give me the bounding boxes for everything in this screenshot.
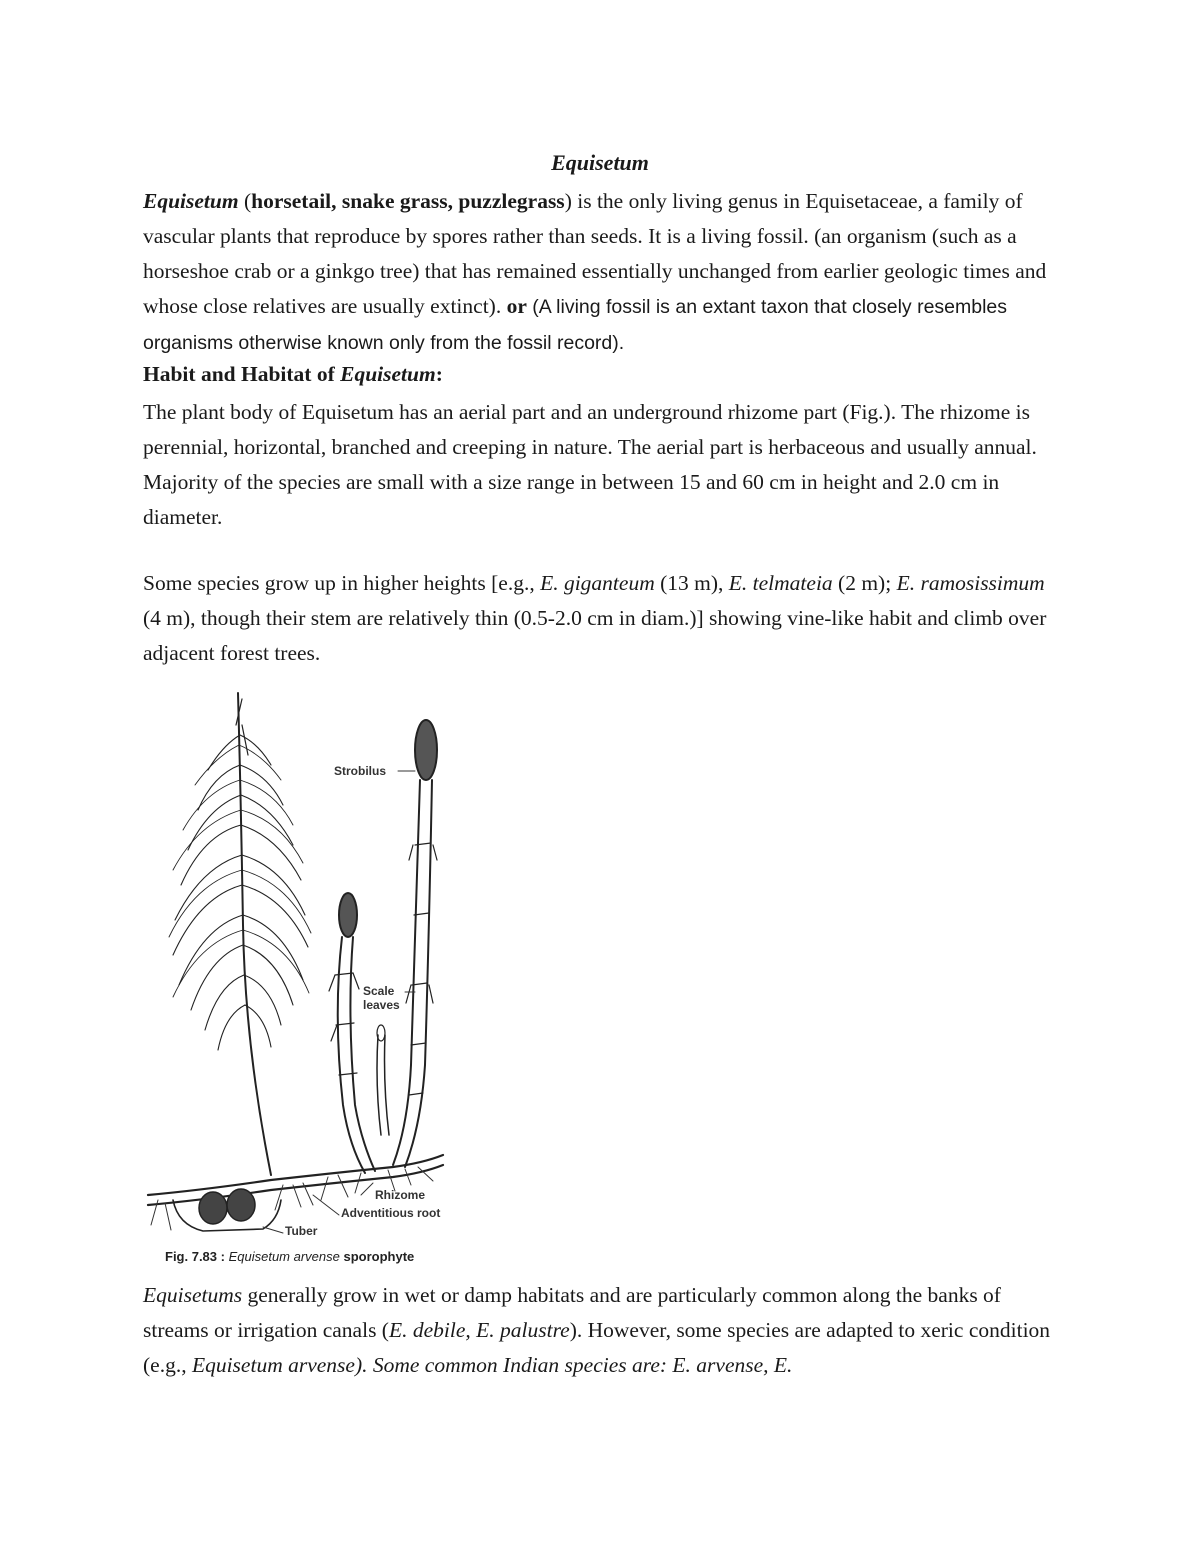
species-text-1: Some species grow up in higher heights [e.g., xyxy=(143,571,541,595)
species-text-4: (4 m), though their stem are relatively thin (0.5-2.0 cm in diam.)] showing vine-like habit and climb over adjacent forest trees. xyxy=(143,606,1047,665)
intro-term: Equisetum xyxy=(143,189,239,213)
habitat-text-1: generally grow in wet or damp habitats and are particularly common along the banks of streams or irrigation canals ( xyxy=(143,1283,1001,1342)
intro-synonyms: horsetail, snake grass, puzzlegrass xyxy=(251,189,565,213)
fertile-shoot-tall xyxy=(393,720,437,1167)
species-name-1: E. giganteum xyxy=(540,571,655,595)
habit-paragraph: The plant body of Equisetum has an aerial part and an underground rhizome part (Fig.). The rhizome is perennial, horizontal, branched and creeping in nature. The aerial part is herbaceous and usually annual. Majority of the species are small with a size range in between 15 and 60 cm in height and 2.0 cm in diameter. xyxy=(143,400,1037,529)
intro-open-paren: ( xyxy=(238,189,252,213)
intro-or: or xyxy=(501,294,527,318)
habitat-text-2: ). However, some species are adapted to xeric condition (e.g., xyxy=(143,1318,1051,1377)
figure-caption xyxy=(165,1249,414,1264)
equisetum-drawing xyxy=(143,685,473,1275)
caption-suffix: sporophyte xyxy=(339,1249,415,1264)
intro-close-paren: ) xyxy=(564,189,572,213)
habitat-species-3: Equisetum arvense). Some common Indian species are: E. arvense, E. xyxy=(191,1353,793,1377)
sterile-shoot xyxy=(169,693,311,1175)
habit-heading-italic: Equisetum xyxy=(340,362,436,386)
intro-text-2: (A living fossil is an extant taxon that closely resembles organisms otherwise known only from the fossil record). xyxy=(143,296,1008,354)
caption-species: Equisetum arvense xyxy=(228,1249,340,1264)
page-title: Equisetum xyxy=(551,150,649,175)
label-scale-leaves-1: Scale xyxy=(363,984,395,998)
label-tuber: Tuber xyxy=(285,1224,318,1238)
label-rhizome: Rhizome xyxy=(375,1188,426,1202)
intro-text-1: is the only living genus in Equisetaceae, a family of vascular plants that reproduce by spores rather than seeds. It is a living fossil. (an organism (such as a horseshoe crab or a ginkgo tree) that has remained essentially unchanged from earlier geologic times and whose close relatives are usually extinct). xyxy=(143,189,1047,318)
habit-heading-colon: : xyxy=(435,362,443,386)
label-strobilus: Strobilus xyxy=(334,764,387,778)
habit-heading xyxy=(143,362,443,387)
species-name-2: E. telmateia xyxy=(728,571,833,595)
species-text-2: (13 m), xyxy=(654,571,729,595)
species-name-3: E. ramosissimum xyxy=(896,571,1045,595)
species-paragraph xyxy=(143,566,1063,671)
equisetum-figure xyxy=(143,685,473,1275)
label-adventitious-root: Adventitious root xyxy=(341,1206,441,1220)
habitat-paragraph xyxy=(143,1278,1063,1383)
label-scale-leaves-2: leaves xyxy=(363,998,400,1012)
intro-paragraph xyxy=(143,184,1063,361)
habit-heading-text: Habit and Habitat of xyxy=(143,362,341,386)
caption-prefix: Fig. 7.83 : xyxy=(165,1249,229,1264)
species-text-3: (2 m); xyxy=(832,571,897,595)
tubers xyxy=(199,1189,255,1224)
habitat-species-2: E. debile, E. palustre xyxy=(388,1318,570,1342)
fertile-shoot-short xyxy=(329,893,389,1173)
habitat-species-1: Equisetums xyxy=(143,1283,243,1307)
